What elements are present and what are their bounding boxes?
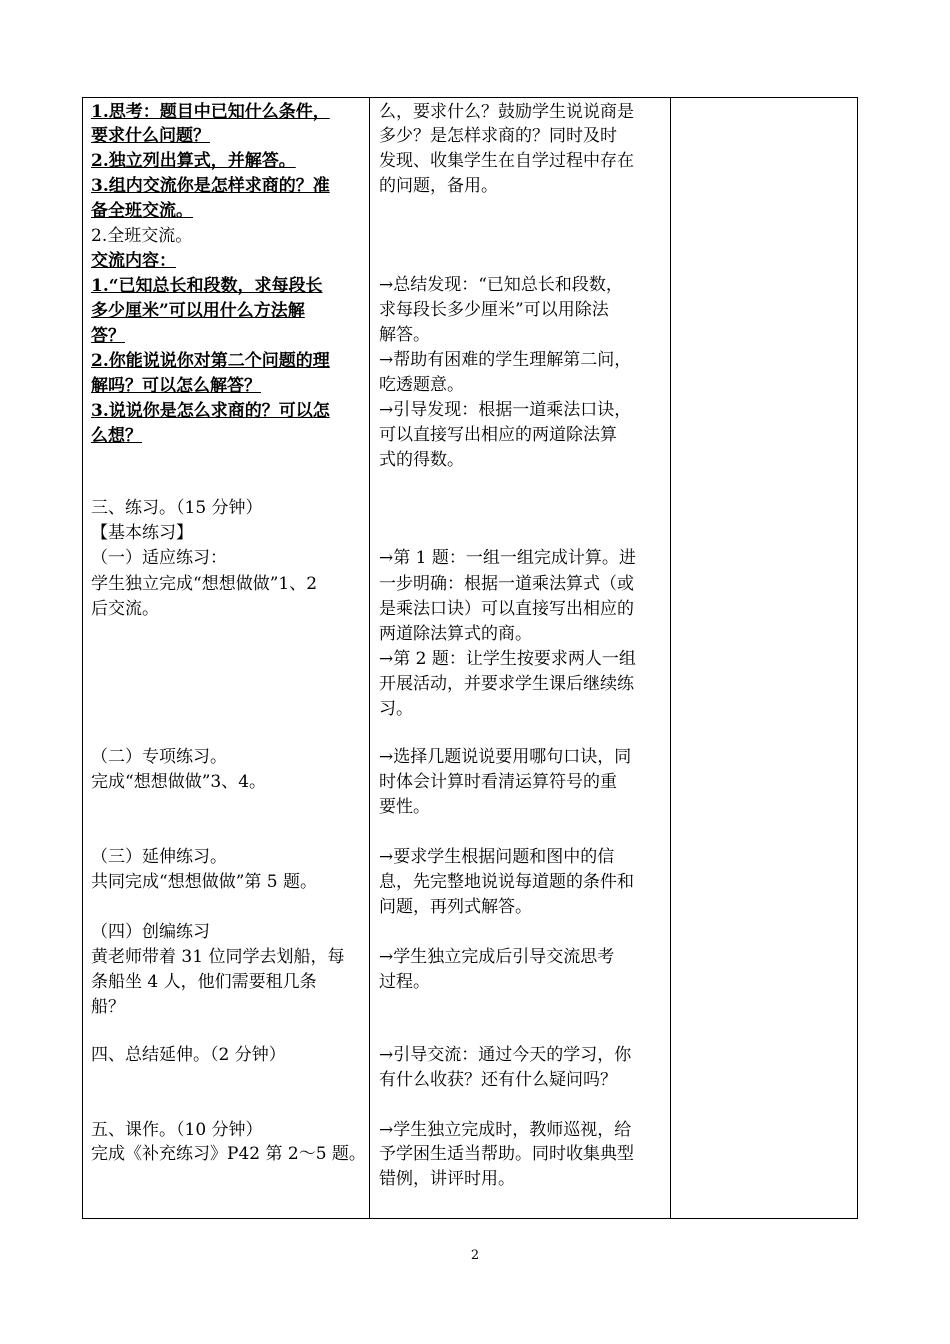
student-activity-line: 五、课作。（10 分钟） — [91, 1120, 263, 1140]
teacher-guidance-line: →第 1 题：一组一组完成计算。进 — [379, 548, 636, 568]
teacher-guidance-line: →第 2 题：让学生按要求两人一组 — [379, 649, 636, 669]
student-activity-line: 3.说说你是怎么求商的？可以怎 — [91, 401, 330, 421]
teacher-guidance-line: 一步明确：根据一道乘法算式（或 — [379, 574, 634, 594]
student-activity-line: 四、总结延伸。（2 分钟） — [91, 1045, 286, 1065]
teacher-guidance-column — [370, 98, 671, 1218]
teacher-guidance-line: 是乘法口诀）可以直接写出相应的 — [379, 599, 634, 619]
student-activity-line: 2.你能说说你对第二个问题的理 — [91, 351, 330, 371]
teacher-guidance-line: →学生独立完成后引导交流思考 — [379, 947, 615, 967]
teacher-guidance-line: 多少？是怎样求商的？同时及时 — [379, 126, 617, 146]
teacher-guidance-line: 时体会计算时看清运算符号的重 — [379, 772, 617, 792]
student-activity-line: 共同完成“想想做做”第 5 题。 — [91, 872, 318, 892]
teacher-guidance-line: →帮助有困难的学生理解第二问， — [379, 350, 632, 370]
student-activity-line: （四）创编练习 — [91, 922, 210, 942]
student-activity-line: 后交流。 — [91, 599, 159, 619]
teacher-guidance-line: →学生独立完成时，教师巡视，给 — [379, 1120, 632, 1140]
student-activity-line: 三、练习。（15 分钟） — [91, 498, 263, 518]
student-activity-line: 解吗？可以怎么解答？ — [91, 376, 261, 396]
teacher-guidance-line: 错例，讲评时用。 — [379, 1169, 515, 1189]
student-activity-line: 船？ — [91, 997, 125, 1017]
teacher-guidance-line: 的问题，备用。 — [379, 176, 498, 196]
student-activity-line: 要求什么问题？ — [91, 126, 210, 146]
student-activity-line: 交流内容： — [91, 251, 176, 271]
teacher-guidance-line: 开展活动，并要求学生课后继续练 — [379, 674, 634, 694]
page-number: 2 — [470, 1248, 480, 1263]
teacher-guidance-line: →要求学生根据问题和图中的信 — [379, 847, 615, 867]
student-activity-column — [83, 98, 370, 1218]
teacher-guidance-line: 求每段长多少厘米”可以用除法 — [379, 300, 609, 320]
teacher-guidance-line: 习。 — [379, 699, 413, 719]
teacher-guidance-line: 问题，再列式解答。 — [379, 897, 532, 917]
teacher-guidance-line: →引导发现：根据一道乘法口诀， — [379, 400, 632, 420]
lesson-plan-table — [82, 97, 858, 1219]
notes-column — [671, 98, 857, 1218]
teacher-guidance-line: →总结发现：“已知总长和段数， — [379, 275, 623, 295]
student-activity-line: 答？ — [91, 326, 125, 346]
teacher-guidance-line: 予学困生适当帮助。同时收集典型 — [379, 1144, 634, 1164]
student-activity-line: 完成《补充练习》P42 第 2～5 题。 — [91, 1144, 366, 1164]
teacher-guidance-line: 两道除法算式的商。 — [379, 624, 532, 644]
teacher-guidance-line: 式的得数。 — [379, 450, 464, 470]
student-activity-line: 【基本练习】 — [91, 523, 193, 543]
student-activity-line: 么想？ — [91, 426, 142, 446]
student-activity-line: 备全班交流。 — [91, 201, 193, 221]
teacher-guidance-line: 么，要求什么？鼓励学生说说商是 — [379, 102, 634, 122]
student-activity-line: 完成“想想做做”3、4。 — [91, 772, 267, 792]
teacher-guidance-line: 可以直接写出相应的两道除法算 — [379, 425, 617, 445]
student-activity-line: 1.“已知总长和段数，求每段长 — [91, 276, 323, 296]
teacher-guidance-line: 解答。 — [379, 325, 430, 345]
teacher-guidance-line: 吃透题意。 — [379, 375, 464, 395]
student-activity-line: （三）延伸练习。 — [91, 847, 227, 867]
student-activity-line: 2.独立列出算式，并解答。 — [91, 151, 296, 171]
student-activity-line: （二）专项练习。 — [91, 747, 227, 767]
student-activity-line: 2.全班交流。 — [91, 226, 193, 246]
student-activity-line: 黄老师带着 31 位同学去划船，每 — [91, 947, 345, 967]
teacher-guidance-line: 有什么收获？还有什么疑问吗？ — [379, 1070, 617, 1090]
teacher-guidance-line: 息，先完整地说说每道题的条件和 — [379, 872, 634, 892]
teacher-guidance-line: 要性。 — [379, 797, 430, 817]
teacher-guidance-line: 过程。 — [379, 972, 430, 992]
teacher-guidance-line: →引导交流：通过今天的学习，你 — [379, 1045, 632, 1065]
student-activity-line: 学生独立完成“想想做做”1、2 — [91, 574, 318, 594]
teacher-guidance-line: →选择几题说说要用哪句口诀，同 — [379, 747, 632, 767]
teacher-guidance-line: 发现、收集学生在自学过程中存在 — [379, 151, 634, 171]
student-activity-line: 3.组内交流你是怎样求商的？准 — [91, 176, 330, 196]
student-activity-line: 条船坐 4 人，他们需要租几条 — [91, 972, 317, 992]
student-activity-line: 多少厘米”可以用什么方法解 — [91, 301, 305, 321]
student-activity-line: 1.思考：题目中已知什么条件， — [91, 102, 330, 122]
student-activity-line: （一）适应练习： — [91, 548, 227, 568]
